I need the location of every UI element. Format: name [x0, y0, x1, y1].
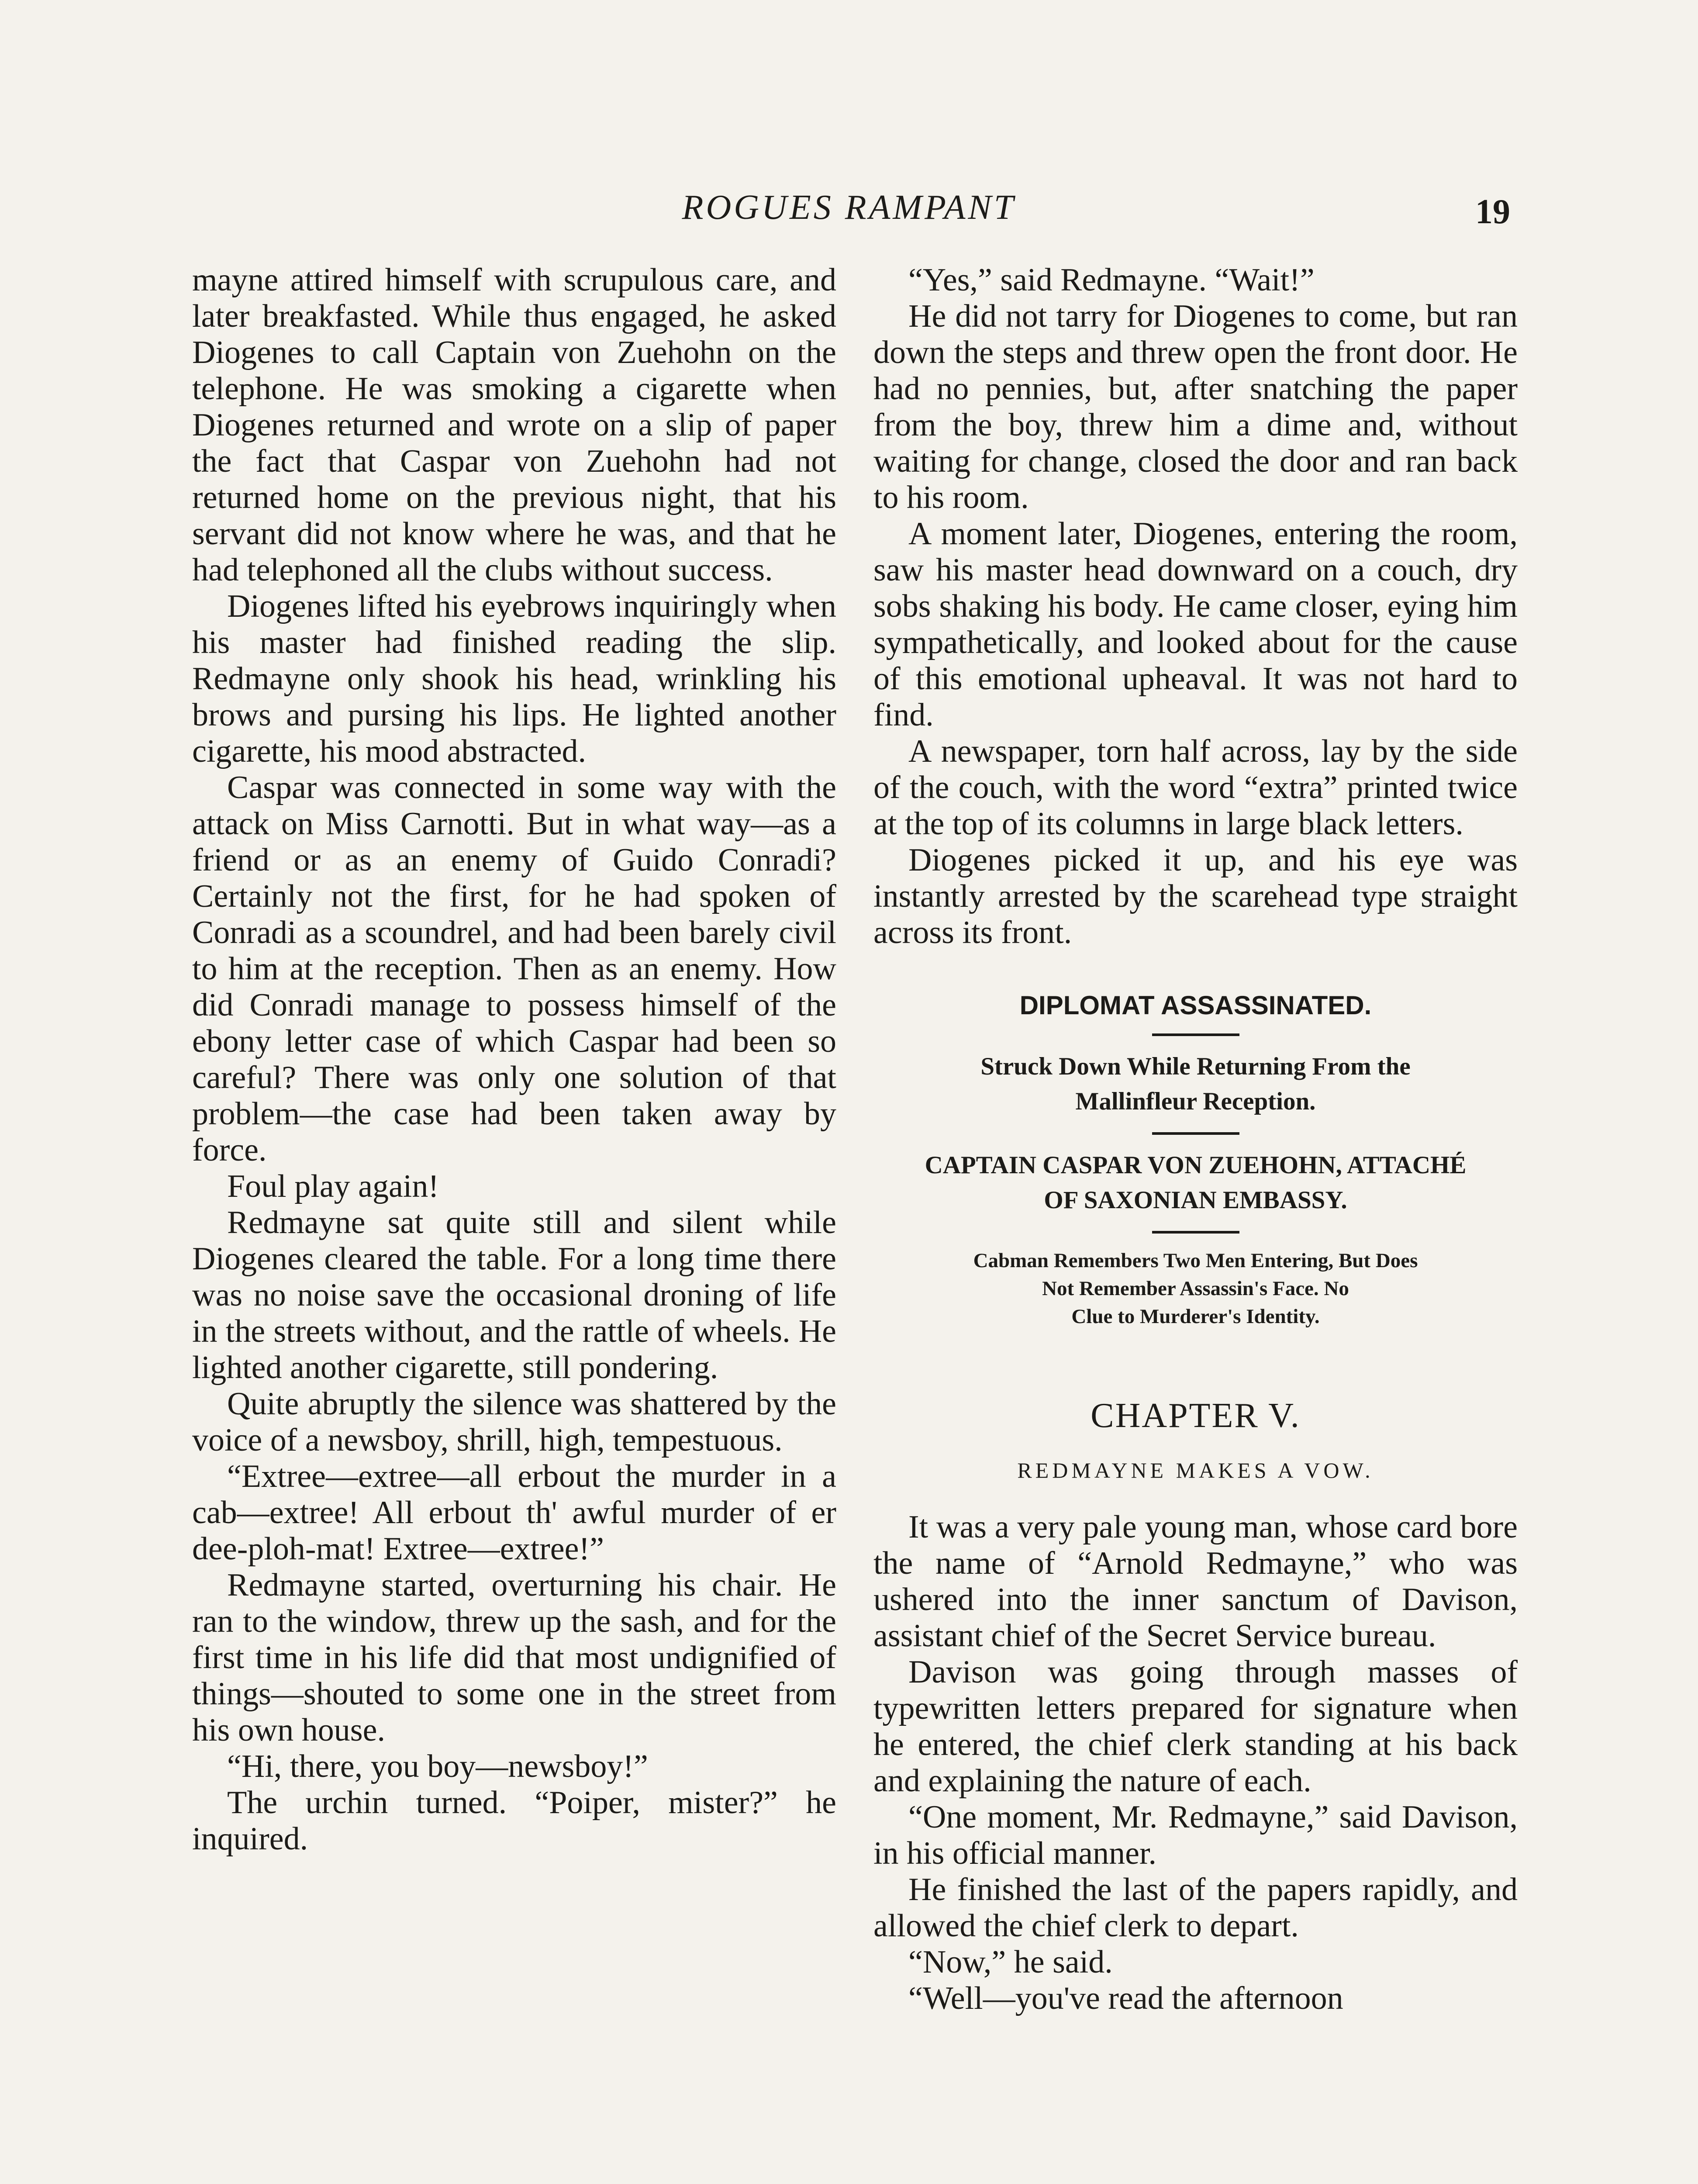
deck-line: CAPTAIN CASPAR VON ZUEHOHN, ATTACHÉ [925, 1151, 1467, 1179]
paragraph: It was a very pale young man, whose card bore the name of “Arnold Redmayne,” who was ushered into the inner sanctum of Davison, assistant chief of the Secret Service bureau. [873, 1509, 1518, 1654]
chapter-title: CHAPTER V. [1091, 1396, 1301, 1435]
newspaper-headline: DIPLOMAT ASSASSINATED. [1019, 991, 1372, 1020]
divider [1152, 1231, 1239, 1234]
paragraph: Foul play again! [227, 1168, 439, 1204]
deck-line: Struck Down While Returning From the [980, 1053, 1411, 1080]
paragraph: “Now,” he said. [908, 1944, 1113, 1980]
paragraph: Redmayne sat quite still and silent while Diogenes cleared the table. For a long time there was no noise save the occasional droning of life in the streets without, and the rattle of wheels. He lighted another cigarette, still pondering. [192, 1205, 836, 1386]
paragraph: He did not tarry for Diogenes to come, but ran down the steps and threw open the front door. He had no pennies, but, after snatching the paper from the boy, threw him a dime and, without waiting for change, closed the door and ran back to his room. [873, 298, 1518, 515]
paragraph: “One moment, Mr. Redmayne,” said Davison, in his official manner. [873, 1799, 1518, 1871]
paragraph: “Extree—extree—all erbout the murder in a cab—extree! All erbout th' awful murder of er dee-ploh-mat! Extree—extree!” [192, 1458, 836, 1567]
running-title: ROGUES RAMPANT [682, 188, 1016, 227]
newspaper-deck-1 [873, 1049, 1518, 1119]
paragraph: A moment later, Diogenes, entering the room, saw his master head downward on a couch, dry sobs shaking his body. He came closer, eying him sympathetically, and looked about for the cause of this emotional upheaval. It was not hard to find. [873, 516, 1518, 733]
paragraph: Diogenes lifted his eyebrows inquiringly when his master had finished reading the slip. Redmayne only shook his head, wrinkling his brows and pursing his lips. He lighted another cigarette, his mood abstracted. [192, 588, 836, 769]
divider [1152, 1033, 1239, 1036]
divider [1152, 1132, 1239, 1135]
deck-line: Clue to Murderer's Identity. [1071, 1305, 1320, 1328]
newspaper-deck-3 [873, 1247, 1518, 1330]
deck-line: Mallinfleur Reception. [1075, 1088, 1316, 1115]
paragraph: “Yes,” said Redmayne. “Wait!” [908, 262, 1315, 298]
chapter-subtitle: REDMAYNE MAKES A VOW. [1017, 1458, 1374, 1482]
paragraph: Davison was going through masses of typewritten letters prepared for signature when he entered, the chief clerk standing at his back and explaining the nature of each. [873, 1654, 1518, 1799]
page-number: 19 [1475, 193, 1510, 231]
paragraph: “Well—you've read the afternoon [908, 1980, 1343, 2016]
right-column [873, 262, 1518, 2017]
paragraph: mayne attired himself with scrupulous care, and later breakfasted. While thus engaged, he asked Diogenes to call Captain von Zuehohn on the telephone. He was smoking a cigarette when Diogenes returned and wrote on a slip of paper the fact that Caspar von Zuehohn had not returned home on the previous night, that his servant did not know where he was, and that he had telephoned all the clubs without success. [192, 262, 836, 588]
paragraph: A newspaper, torn half across, lay by the side of the couch, with the word “extra” printed twice at the top of its columns in large black letters. [873, 733, 1518, 842]
deck-line: Cabman Remembers Two Men Entering, But Does [973, 1249, 1418, 1272]
paragraph: Redmayne started, overturning his chair. He ran to the window, threw up the sash, and for the first time in his life did that most undignified of things—shouted to some one in the street from his own house. [192, 1567, 836, 1748]
deck-line: OF SAXONIAN EMBASSY. [1044, 1186, 1347, 1214]
paragraph: Caspar was connected in some way with the attack on Miss Carnotti. But in what way—as a friend or as an enemy of Guido Conradi? Certainly not the first, for he had spoken of Conradi as a scoundrel, and had been barely civil to him at the reception. Then as an enemy. How did Conradi manage to possess himself of the ebony letter case of which Caspar had been so careful? There was only one solution of that problem—the case had been taken away by force. [192, 770, 836, 1168]
deck-line: Not Remember Assassin's Face. No [1042, 1277, 1349, 1300]
paragraph: Diogenes picked it up, and his eye was instantly arrested by the scarehead type straight across its front. [873, 842, 1518, 950]
paragraph: He finished the last of the papers rapidly, and allowed the chief clerk to depart. [873, 1872, 1518, 1944]
paragraph: “Hi, there, you boy—newsboy!” [227, 1749, 648, 1784]
left-column [192, 262, 836, 1857]
paragraph: Quite abruptly the silence was shattered by the voice of a newsboy, shrill, high, tempestuous. [192, 1386, 836, 1458]
newspaper-deck-2 [873, 1148, 1518, 1218]
paragraph: The urchin turned. “Poiper, mister?” he inquired. [192, 1785, 836, 1857]
